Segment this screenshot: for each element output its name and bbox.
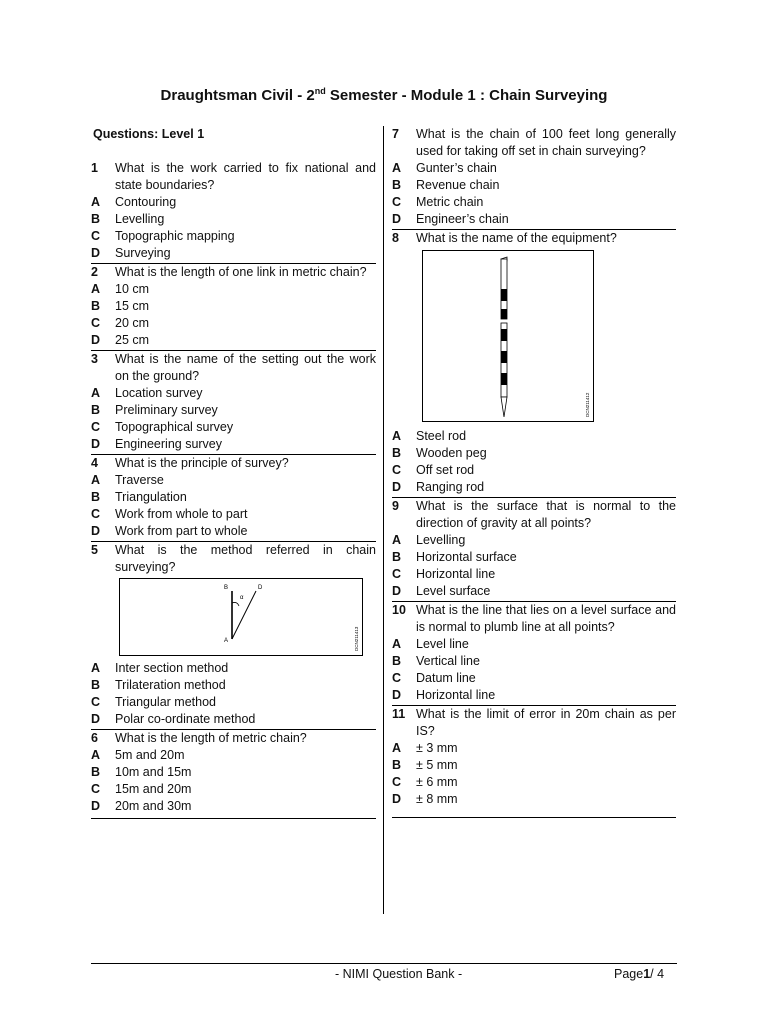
option-a: [392, 636, 676, 653]
question-10: [392, 602, 676, 706]
question-number: 9: [392, 499, 399, 513]
option-letter: D: [392, 212, 402, 226]
option-text: 25 cm: [115, 333, 150, 347]
figure-code: DCN211412: [585, 392, 590, 417]
option-d: [91, 245, 376, 262]
option-d: [91, 332, 376, 349]
figure-code: DCN211413: [354, 626, 359, 651]
option-letter: C: [392, 775, 402, 789]
option-letter: D: [91, 333, 101, 347]
footer-label: - NIMI Question Bank -: [335, 967, 463, 981]
option-a: [91, 194, 376, 211]
option-a: [392, 740, 676, 757]
option-d: [91, 436, 376, 453]
option-d: [392, 791, 676, 808]
option-text: 20 cm: [115, 316, 150, 330]
option-text: Gunter’s chain: [416, 161, 497, 175]
line-ad: [232, 591, 256, 639]
option-text: 5m and 20m: [115, 748, 185, 762]
option-letter: B: [91, 212, 101, 226]
question-row: [91, 351, 376, 385]
label-a: A: [224, 638, 229, 644]
question-row: [392, 498, 676, 532]
question-4: [91, 455, 376, 542]
option-text: Levelling: [416, 533, 466, 547]
option-letter: B: [91, 678, 101, 692]
option-text: Level line: [416, 637, 469, 651]
option-letter: D: [392, 584, 402, 598]
option-d: [91, 711, 376, 728]
option-text: 15m and 20m: [115, 782, 192, 796]
option-letter: D: [91, 246, 101, 260]
option-c: [91, 694, 376, 711]
option-text: Inter section method: [115, 661, 229, 675]
question-8: [392, 230, 676, 498]
option-text: Off set rod: [416, 463, 475, 477]
option-text: Work from whole to part: [115, 507, 248, 521]
option-letter: C: [392, 195, 402, 209]
option-letter: C: [392, 671, 402, 685]
rod-band-black-5: [501, 373, 507, 385]
option-b: [91, 298, 376, 315]
option-text: Topographical survey: [115, 420, 234, 434]
question-row: [91, 264, 376, 281]
option-a: [91, 385, 376, 402]
option-c: [392, 566, 676, 583]
option-letter: B: [392, 550, 402, 564]
option-b: [392, 177, 676, 194]
option-letter: A: [392, 741, 402, 755]
option-text: Ranging rod: [416, 480, 485, 494]
option-text: ± 6 mm: [416, 775, 458, 789]
question-5: [91, 542, 376, 730]
option-letter: A: [91, 661, 101, 675]
question-text: What is the name of the equipment?: [416, 231, 617, 245]
option-text: Engineering survey: [115, 437, 223, 451]
option-text: Metric chain: [416, 195, 484, 209]
option-letter: D: [91, 799, 101, 813]
question-row: [91, 730, 376, 747]
option-text: ± 5 mm: [416, 758, 458, 772]
option-text: Horizontal surface: [416, 550, 517, 564]
option-b: [392, 757, 676, 774]
option-letter: A: [91, 473, 101, 487]
label-d: D: [258, 585, 263, 591]
option-text: Triangular method: [115, 695, 216, 709]
question-row: [392, 602, 676, 636]
question-number: 7: [392, 127, 399, 141]
column-divider: [383, 126, 384, 914]
option-text: Engineer’s chain: [416, 212, 509, 226]
option-text: Traverse: [115, 473, 164, 487]
option-b: [91, 211, 376, 228]
question-number: 5: [91, 543, 98, 557]
option-letter: D: [392, 688, 402, 702]
option-a: [392, 532, 676, 549]
question-number: 10: [392, 603, 406, 617]
option-text: 10m and 15m: [115, 765, 192, 779]
option-c: [91, 781, 376, 798]
option-c: [392, 462, 676, 479]
option-d: [91, 798, 376, 815]
option-text: Location survey: [115, 386, 203, 400]
question-3: [91, 351, 376, 455]
option-text: Trilateration method: [115, 678, 226, 692]
rod-pointed-shoe: [501, 397, 507, 417]
rod-band-black-1: [501, 289, 507, 301]
option-a: [91, 747, 376, 764]
option-text: Contouring: [115, 195, 177, 209]
option-letter: A: [392, 533, 402, 547]
option-b: [91, 489, 376, 506]
option-letter: B: [392, 654, 402, 668]
option-letter: D: [392, 480, 402, 494]
question-number: 11: [392, 707, 406, 721]
question-row: [91, 160, 376, 194]
option-text: Steel rod: [416, 429, 467, 443]
option-a: [91, 472, 376, 489]
question-row: [392, 230, 676, 247]
option-b: [392, 653, 676, 670]
angle-arc: [232, 602, 239, 606]
page-number: Page1/ 4: [614, 967, 665, 981]
question-text: What is the limit of error in 20m chain as per IS?: [416, 707, 676, 738]
footer-rule: [91, 963, 677, 964]
option-b: [392, 549, 676, 566]
option-text: Wooden peg: [416, 446, 487, 460]
option-letter: B: [91, 765, 101, 779]
option-letter: A: [392, 161, 402, 175]
option-c: [91, 315, 376, 332]
option-letter: B: [392, 178, 402, 192]
option-b: [91, 764, 376, 781]
question-9: [392, 498, 676, 602]
question-8-figure: [422, 250, 594, 422]
question-text: What is the chain of 100 feet long generally used for taking off set in chain surveying?: [416, 127, 676, 158]
option-text: Polar co-ordinate method: [115, 712, 256, 726]
question-row: [91, 455, 376, 472]
question-11: [392, 706, 676, 818]
label-alpha: α: [240, 595, 244, 601]
option-b: [392, 445, 676, 462]
option-text: Horizontal line: [416, 688, 496, 702]
option-a: [392, 160, 676, 177]
option-letter: A: [392, 429, 402, 443]
question-text: What is the surface that is normal to the direction of gravity at all points?: [416, 499, 676, 530]
option-letter: D: [392, 792, 402, 806]
option-letter: B: [392, 446, 402, 460]
question-1: [91, 160, 376, 264]
option-letter: C: [91, 695, 101, 709]
option-letter: D: [91, 712, 101, 726]
right-column: [392, 126, 676, 818]
question-row: [91, 542, 376, 576]
option-letter: B: [392, 758, 402, 772]
option-letter: A: [91, 195, 101, 209]
option-letter: A: [91, 386, 101, 400]
question-5-figure: [119, 578, 363, 656]
option-text: Topographic mapping: [115, 229, 235, 243]
option-text: Revenue chain: [416, 178, 500, 192]
option-letter: A: [91, 748, 101, 762]
option-text: Datum line: [416, 671, 476, 685]
left-question-list: [91, 160, 376, 819]
option-c: [91, 419, 376, 436]
option-letter: D: [91, 524, 101, 538]
option-letter: B: [91, 299, 101, 313]
question-2: [91, 264, 376, 351]
option-text: Work from part to whole: [115, 524, 248, 538]
level-heading: Questions: Level 1: [93, 127, 205, 141]
option-c: [91, 228, 376, 245]
question-number: 1: [91, 161, 98, 175]
option-a: [392, 428, 676, 445]
option-text: ± 3 mm: [416, 741, 458, 755]
option-a: [91, 660, 376, 677]
option-letter: C: [91, 782, 101, 796]
rod-band-black-4: [501, 351, 507, 363]
option-text: ± 8 mm: [416, 792, 458, 806]
option-letter: A: [392, 637, 402, 651]
option-c: [392, 194, 676, 211]
question-text: What is the length of one link in metric chain?: [115, 265, 367, 279]
option-c: [392, 670, 676, 687]
question-text: What is the work carried to fix national and state boundaries?: [115, 161, 376, 192]
question-row: [392, 706, 676, 740]
option-letter: C: [91, 316, 101, 330]
option-letter: C: [392, 463, 402, 477]
option-d: [91, 523, 376, 540]
option-letter: B: [91, 490, 101, 504]
option-a: [91, 281, 376, 298]
question-text: What is the name of the setting out the work on the ground?: [115, 352, 376, 383]
intersection-diagram: [120, 579, 362, 655]
option-b: [91, 677, 376, 694]
option-text: 10 cm: [115, 282, 150, 296]
option-c: [91, 506, 376, 523]
question-6: [91, 730, 376, 819]
option-letter: C: [91, 229, 101, 243]
rod-band-black-3: [501, 329, 507, 341]
option-letter: A: [91, 282, 101, 296]
question-text: What is the length of metric chain?: [115, 731, 307, 745]
option-letter: D: [91, 437, 101, 451]
question-number: 3: [91, 352, 98, 366]
rod-band-black-2: [501, 309, 507, 319]
option-text: Level surface: [416, 584, 491, 598]
ranging-rod-figure: [423, 251, 593, 421]
option-text: 20m and 30m: [115, 799, 192, 813]
question-number: 2: [91, 265, 98, 279]
option-text: Vertical line: [416, 654, 480, 668]
option-text: Levelling: [115, 212, 165, 226]
option-text: Surveying: [115, 246, 171, 260]
option-b: [91, 402, 376, 419]
option-d: [392, 687, 676, 704]
question-7: [392, 126, 676, 230]
question-number: 8: [392, 231, 399, 245]
question-row: [392, 126, 676, 160]
right-question-list: [392, 126, 676, 818]
option-letter: C: [91, 420, 101, 434]
left-column: [91, 126, 376, 819]
label-b: B: [224, 585, 229, 591]
option-c: [392, 774, 676, 791]
question-number: 4: [91, 456, 98, 470]
option-text: Preliminary survey: [115, 403, 218, 417]
page-title: Draughtsman Civil - 2nd Semester - Module 1 : Chain Surveying: [160, 86, 608, 104]
option-d: [392, 583, 676, 600]
question-number: 6: [91, 731, 98, 745]
question-text: What is the line that lies on a level surface and is normal to plumb line at all points?: [416, 603, 676, 634]
option-text: Horizontal line: [416, 567, 496, 581]
option-letter: B: [91, 403, 101, 417]
option-letter: C: [91, 507, 101, 521]
question-text: What is the principle of survey?: [115, 456, 289, 470]
option-text: 15 cm: [115, 299, 150, 313]
question-text: What is the method referred in chain surveying?: [115, 543, 376, 574]
option-d: [392, 479, 676, 496]
option-letter: C: [392, 567, 402, 581]
option-d: [392, 211, 676, 228]
option-text: Triangulation: [115, 490, 187, 504]
